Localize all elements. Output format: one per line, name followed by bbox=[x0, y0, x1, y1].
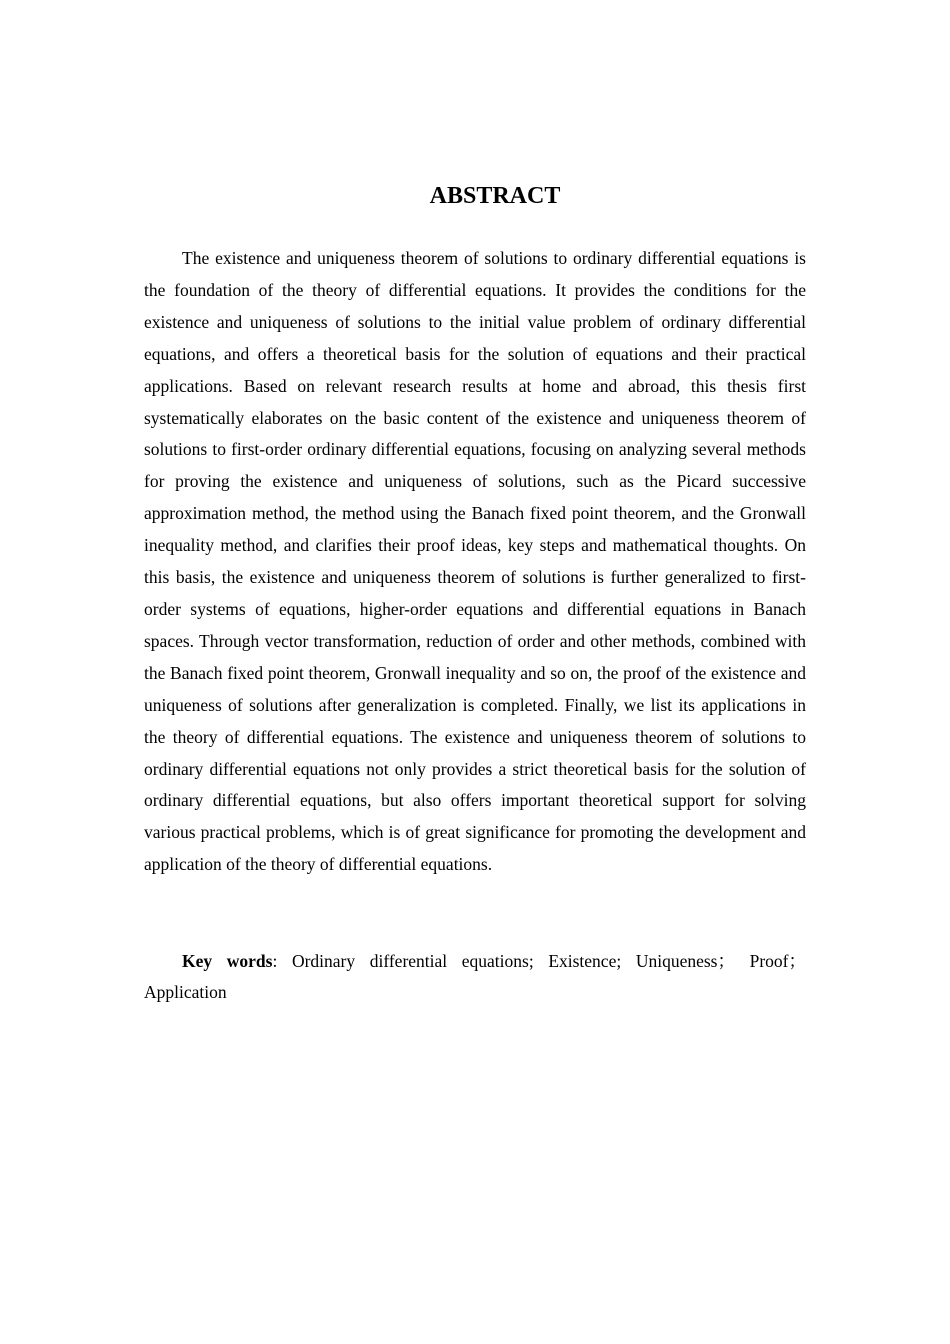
abstract-paragraph: The existence and uniqueness theorem of solutions to ordinary differential equations is the foundation of the theory of differential equations. It provides the conditions for the existence and uniqueness of solutions to the initial value problem of ordinary differential equations, and offers a theoretical basis for the solution of equations and their practical applications. Based on relevant research results at home and abroad, this thesis first systematically elaborates on the basic content of the existence and uniqueness theorem of solutions to first-order ordinary differential equations, focusing on analyzing several methods for proving the existence and uniqueness of solutions, such as the Picard successive approximation method, the method using the Banach fixed point theorem, and the Gronwall inequality method, and clarifies their proof ideas, key steps and mathematical thoughts. On this basis, the existence and uniqueness theorem of solutions is further generalized to first-order systems of equations, higher-order equations and differential equations in Banach spaces. Through vector transformation, reduction of order and other methods, combined with the Banach fixed point theorem, Gronwall inequality and so on, the proof of the existence and uniqueness of solutions after generalization is completed. Finally, we list its applications in the theory of differential equations. The existence and uniqueness theorem of solutions to ordinary differential equations not only provides a strict theoretical basis for the solution of ordinary differential equations, but also offers important theoretical support for solving various practical problems, which is of great significance for promoting the development and application of the theory of differential equations. bbox=[144, 248, 806, 875]
keywords-list: Ordinary differential equations; Existence; Uniqueness； Proof；Application bbox=[144, 951, 806, 1003]
keywords-separator: : bbox=[272, 951, 292, 971]
keywords-label: Key words bbox=[182, 951, 273, 971]
abstract-title: ABSTRACT bbox=[429, 183, 561, 209]
keywords-paragraph bbox=[144, 946, 806, 1008]
